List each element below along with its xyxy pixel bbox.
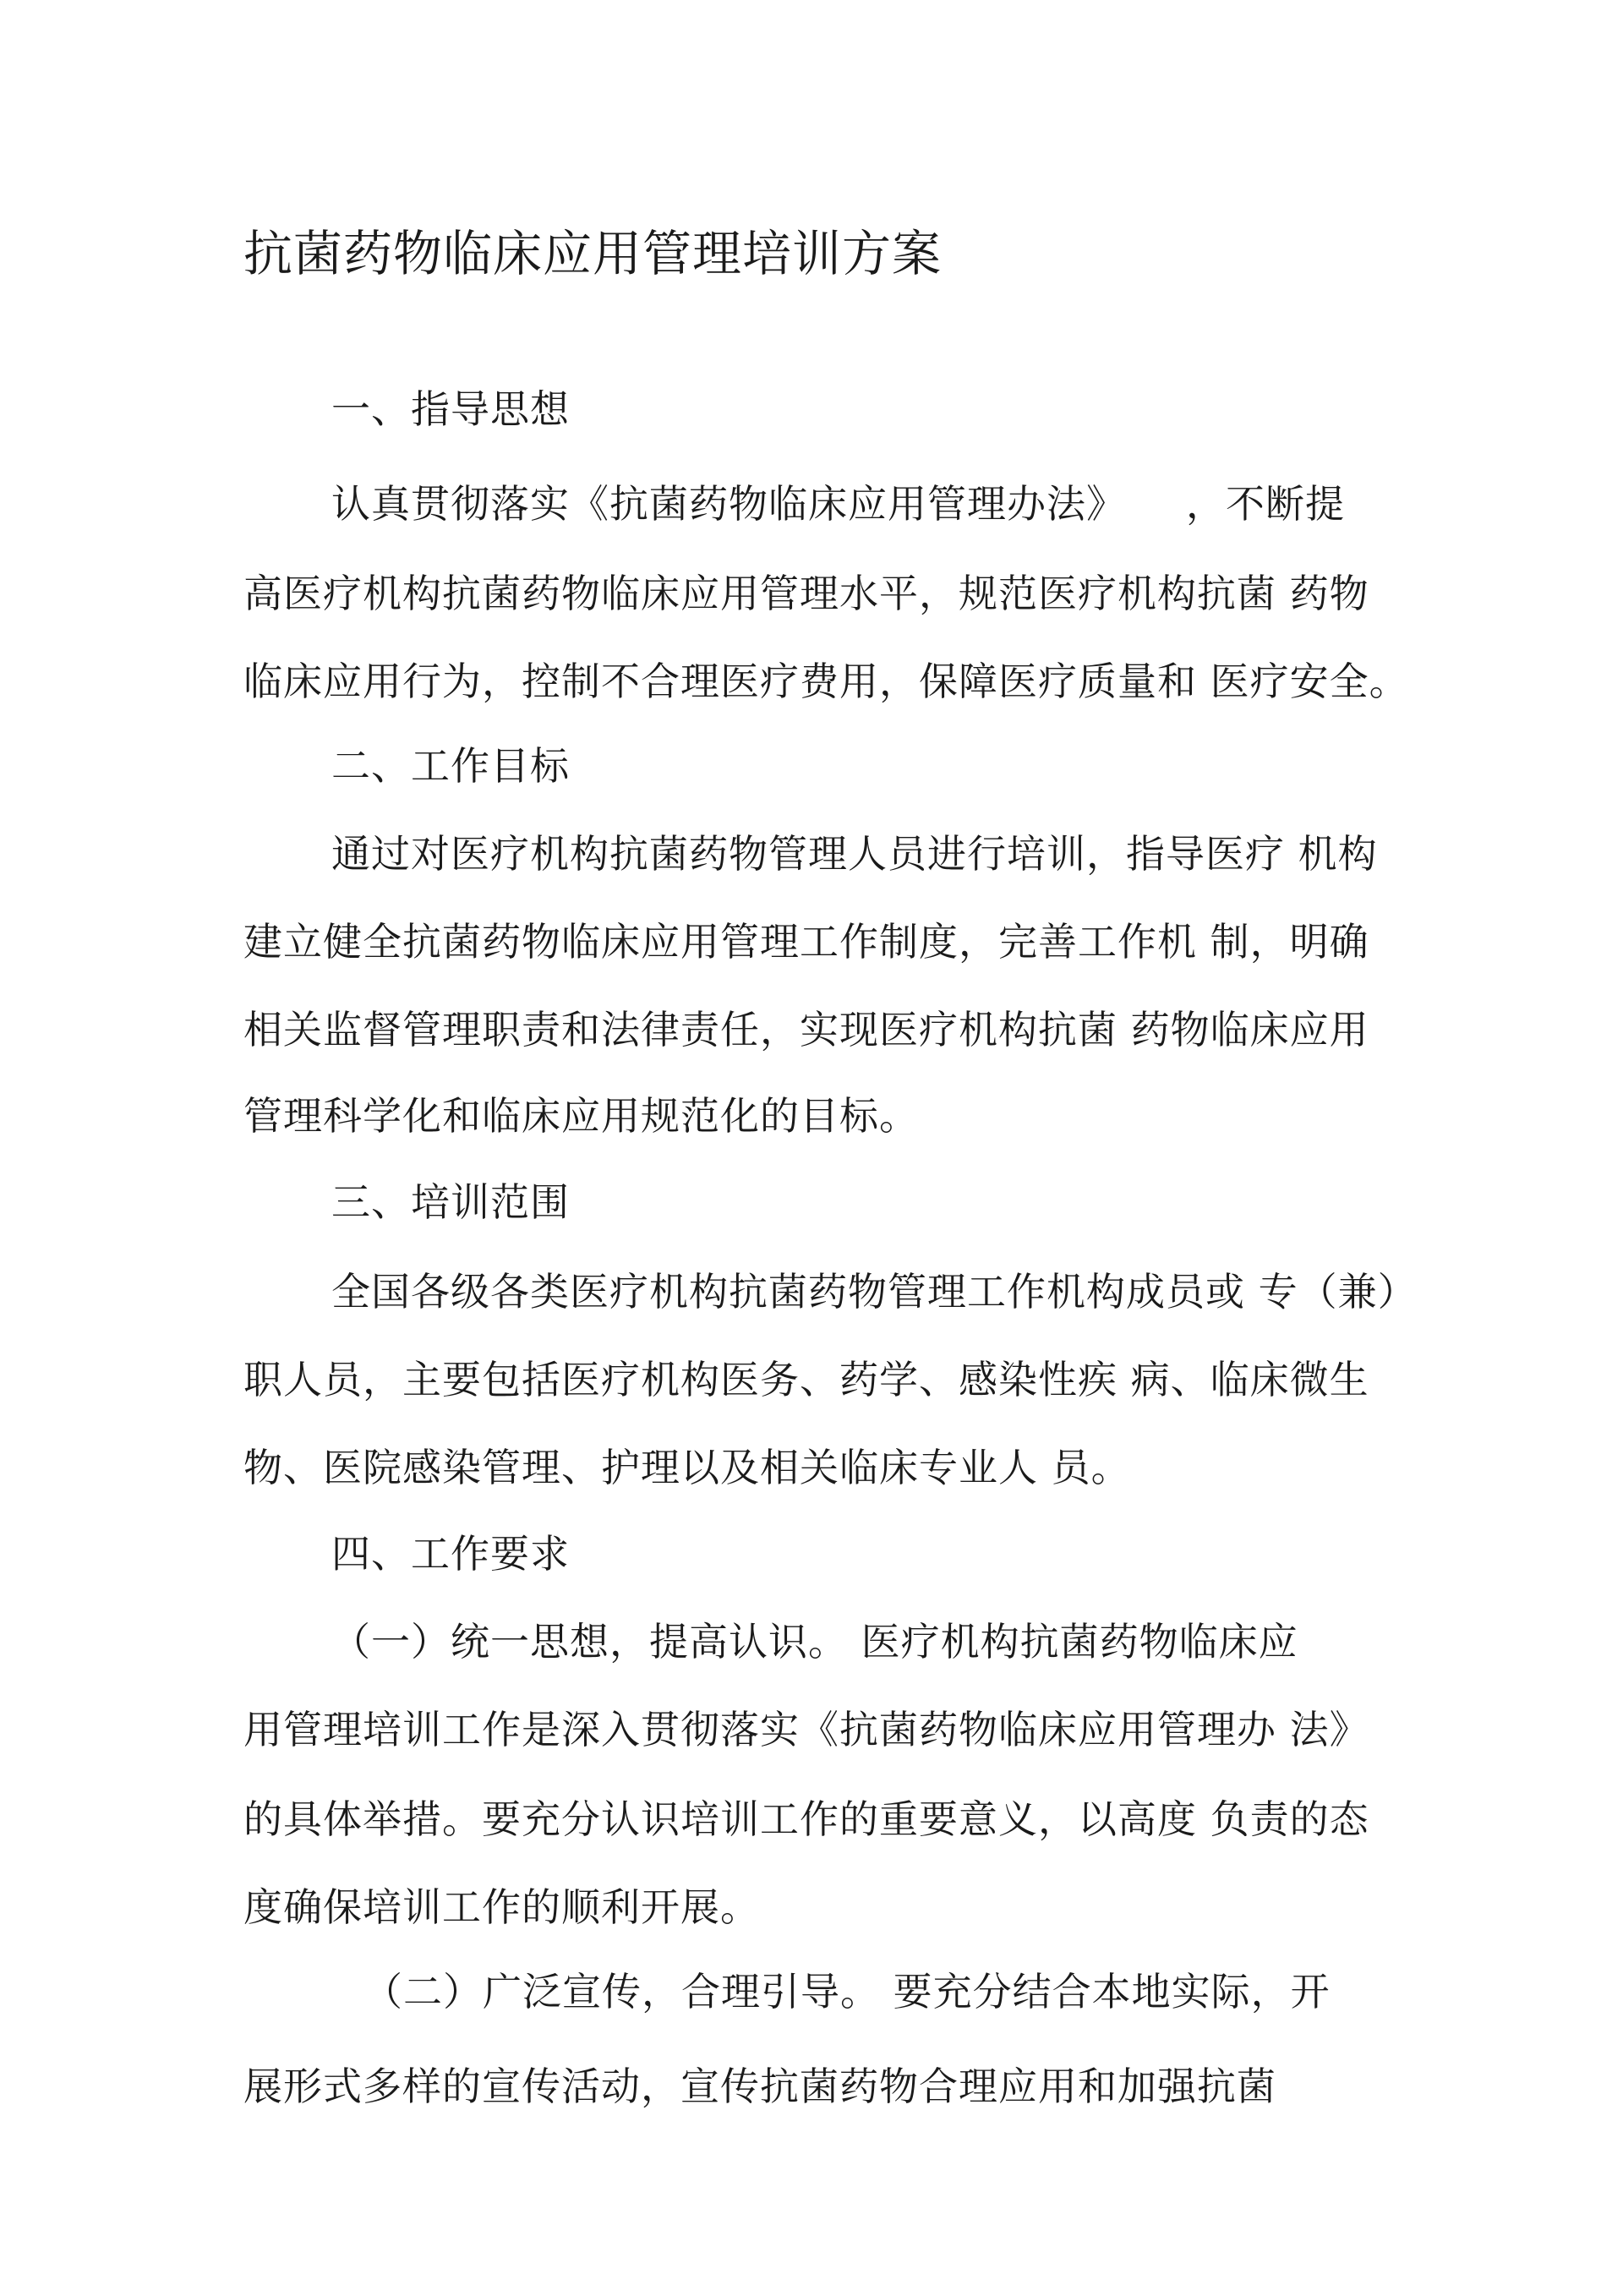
paragraph-line: 建立健全抗菌药物临床应用管理工作制度，完善工作机 制，明确 (243, 919, 1369, 965)
paragraph-line: （二）广泛宣传，合理引导。 要充分结合本地实际，开 (363, 1969, 1331, 2014)
paragraph-line: 临床应用行为，控制不合理医疗费用，保障医疗质量和 医疗安全。 (243, 659, 1409, 704)
paragraph-line: 全国各级各类医疗机构抗菌药物管理工作机构成员或 专（兼） (331, 1269, 1418, 1315)
paragraph-line: 度确保培训工作的顺利开展。 (243, 1884, 760, 1930)
section-heading-1: 一、指导思想 (331, 386, 570, 432)
document-title: 抗菌药物临床应用管理培训方案 (243, 225, 943, 282)
paragraph-line: 的具体举措。要充分认识培训工作的重要意义，以高度 负责的态 (243, 1796, 1369, 1842)
paragraph-line: 用管理培训工作是深入贯彻落实《抗菌药物临床应用管理办 法》 (243, 1707, 1369, 1752)
paragraph-line: （一）统一思想，提高认识。 医疗机构抗菌药物临床应 (331, 1619, 1298, 1665)
paragraph-line: 高医疗机构抗菌药物临床应用管理水平，规范医疗机构抗菌 药物 (243, 571, 1369, 616)
section-heading-3: 三、培训范围 (331, 1179, 570, 1225)
paragraph-line: 通过对医疗机构抗菌药物管理人员进行培训，指导医疗 机构 (331, 831, 1378, 877)
paragraph-line: 物、医院感染管理、护理以及相关临床专业人 员。 (243, 1445, 1131, 1490)
paragraph-line: 相关监督管理职责和法律责任，实现医疗机构抗菌 药物临床应用 (243, 1007, 1369, 1052)
paragraph-line: 展形式多样的宣传活动，宣传抗菌药物合理应用和加强抗菌 (243, 2064, 1276, 2109)
section-heading-2: 二、工作目标 (331, 743, 570, 789)
paragraph-line: 认真贯彻落实《抗菌药物临床应用管理办法》 ，不断提 (331, 481, 1345, 527)
section-heading-4: 四、工作要求 (331, 1531, 570, 1577)
paragraph-line: 管理科学化和临床应用规范化的目标。 (243, 1093, 919, 1139)
paragraph-line: 职人员，主要包括医疗机构医务、药学、感染性疾 病、临床微生 (243, 1357, 1369, 1402)
